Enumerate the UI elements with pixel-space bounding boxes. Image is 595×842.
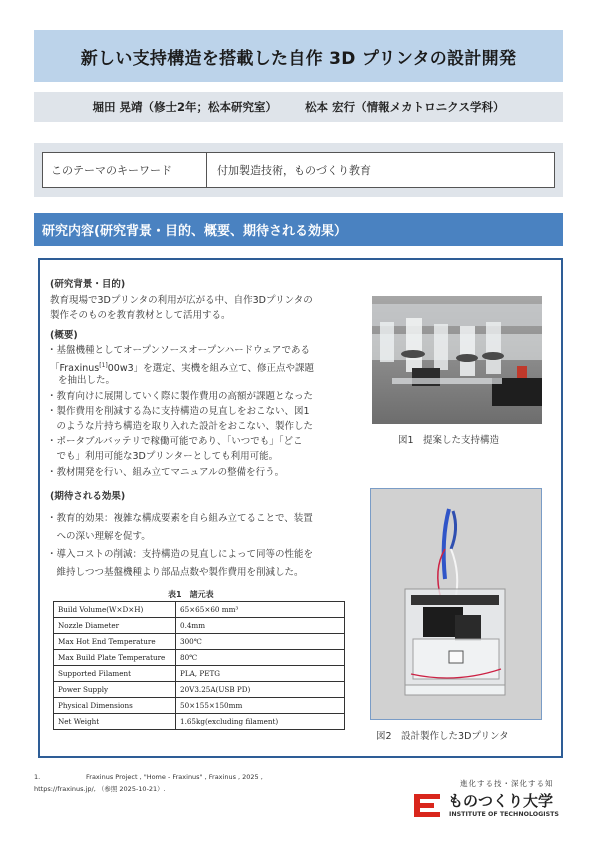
figure-2-caption: 図2 設計製作した3Dプリンタ [376,731,509,742]
table-row: Supported Filament PLA, PETG [54,666,345,682]
logo-subtitle: INSTITUTE OF TECHNOLOGISTS [449,811,559,818]
figure-1-photo [372,296,542,424]
university-logo [412,778,572,828]
effects-bullet-1-line-1: ・教育的効果：複雑な構成要素を自ら組み立てることで、装置 [47,513,313,524]
overview-bullet-3-line-2: のような片持ち構造を取り入れた設計をおこない、製作した [47,421,314,432]
overview-bullet-5: ・教材開発を行い、組み立てマニュアルの整備を行う。 [47,467,285,478]
page-title: 新しい支持構造を搭載した自作 3D プリンタの設計開発 [80,48,517,69]
keywords-value: 付加製造技術，ものづくり教育 [217,164,371,177]
background-line-2: 製作そのものを教育教材として活用する。 [50,310,231,321]
table-row: Power Supply 20V3.25A(USB PD) [54,682,345,698]
table-row: Net Weight 1.65kg(excluding filament) [54,714,345,730]
overview-bullet-2: ・教育向けに展開していく際に製作費用の高額が課題となった [47,391,314,402]
overview-heading: (概要) [50,330,78,341]
effects-heading: (期待される効果) [50,491,126,502]
author-supervisor: 松本 宏行（情報メカトロニクス学科） [305,100,505,114]
keywords-panel [34,143,563,197]
authors-banner [34,92,563,122]
logo-tagline: 進化する技・深化する知 [460,779,554,788]
spec-table [53,601,345,730]
reference-text: Fraxinus Project , "Home - Fraxinus" , Fraxinus , 2025 , [86,773,263,781]
support-structure-image [372,296,542,424]
logo-name: ものつくり大学 [448,792,554,810]
keywords-label: このテーマのキーワード [43,153,207,187]
overview-bullet-4-line-1: ・ポータブルバッテリで稼働可能であり、「いつでも」「どこ [47,436,303,447]
overview-bullet-1-line-2: 「Fraxinus[1]00w3」を選定、実機を組み立て、修正点や課題 [50,362,314,375]
overview-bullet-3-line-1: ・製作費用を削減する為に支持構造の見直しをおこない、図1 [47,406,310,417]
effects-bullet-1-line-2: への深い理解を促す。 [47,531,151,542]
section-header [34,213,563,246]
reference-number: 1. [34,773,41,781]
effects-bullet-2-line-2: 維持しつつ基盤機種より部品点数や製作費用を削減した。 [47,567,304,578]
logo-mark-icon [412,792,442,820]
printer-image [371,489,541,719]
section-title: 研究内容(研究背景・目的、概要、期待される効果） [42,224,347,239]
title-banner [34,30,563,82]
table-caption: 表1 諸元表 [168,590,214,599]
background-line-1: 教育現場で3Dプリンタの利用が広がる中、自作3Dプリンタの [50,295,313,306]
figure-2-photo [370,488,542,720]
overview-bullet-4-line-2: でも」利用可能な3Dプリンターとしても利用可能。 [47,451,279,462]
overview-bullet-1-line-3: を抽出した。 [58,375,116,386]
figure-1-caption: 図1 提案した支持構造 [398,435,500,446]
table-row: Build Volume(W×D×H) 65×65×60 mm³ [54,602,345,618]
table-row: Nozzle Diameter 0.4mm [54,618,345,634]
reference-url[interactable]: https://fraxinus.jp/, （参照 2025-10-21）. [34,785,166,793]
author-student: 堀田 晃靖（修士2年；松本研究室） [92,100,278,114]
effects-bullet-2-line-1: ・導入コストの削減：支持構造の見直しによって同等の性能を [47,549,314,560]
table-row: Max Build Plate Temperature 80℃ [54,650,345,666]
keywords-box [42,152,555,188]
table-row: Physical Dimensions 50×155×150mm [54,698,345,714]
overview-bullet-1-line-1: ・基盤機種としてオープンソースオープンハードウェアである [47,345,311,356]
table-row: Max Hot End Temperature 300℃ [54,634,345,650]
background-heading: (研究背景・目的) [50,279,126,290]
